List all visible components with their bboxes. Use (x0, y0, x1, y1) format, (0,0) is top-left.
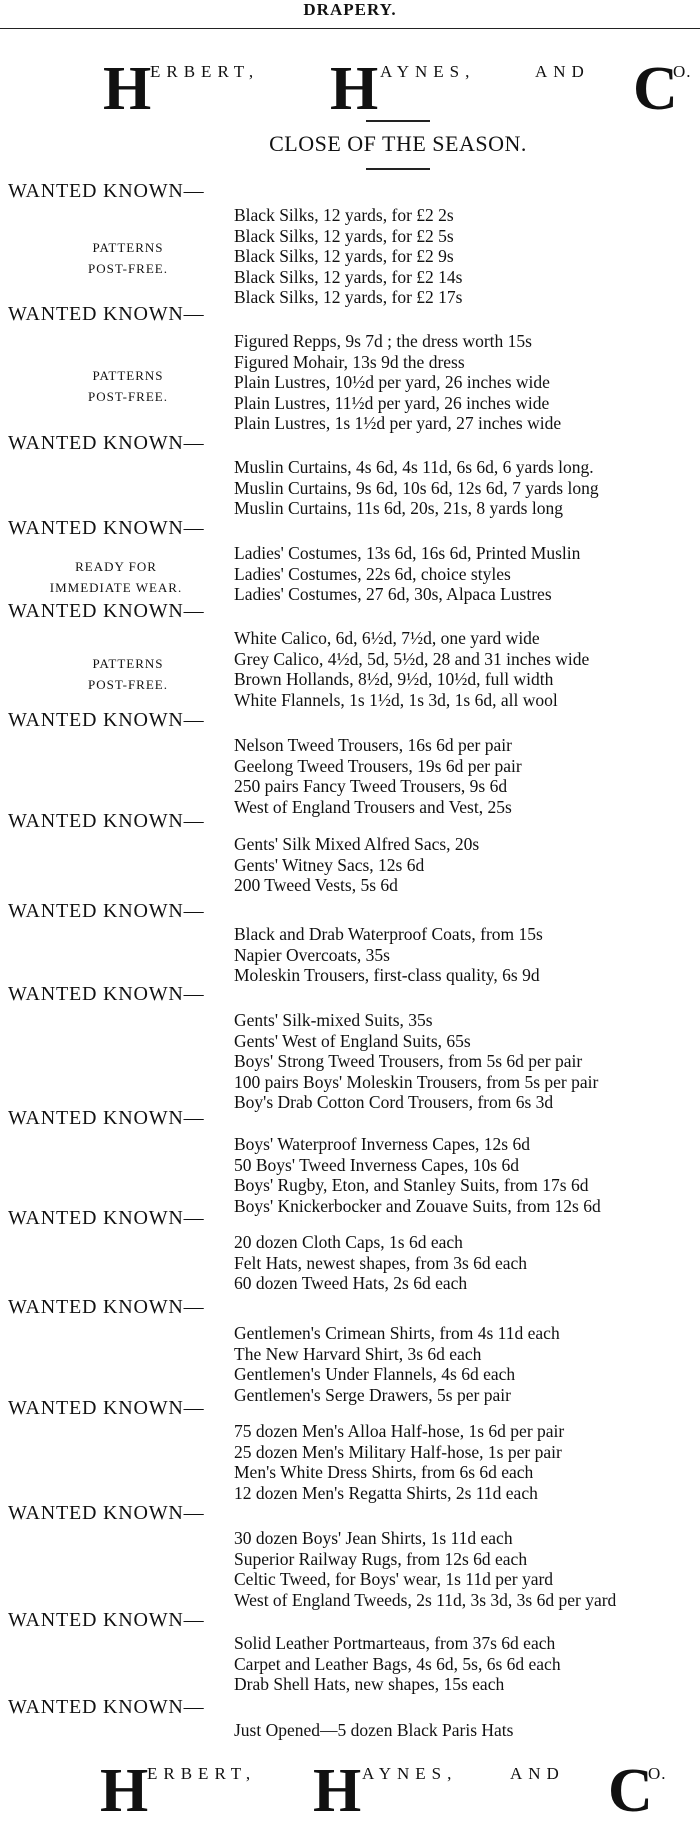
section-heading: WANTED KNOWN— (8, 810, 205, 832)
list-item: Black Silks, 12 yards, for £2 9s (234, 246, 454, 266)
brand-initial-c: C (633, 55, 678, 123)
list-item: Boy's Drab Cotton Cord Trousers, from 6s 3d (234, 1092, 554, 1112)
section-items (234, 205, 700, 308)
section-items (234, 1720, 700, 1741)
footer-word-co: O. (648, 1764, 667, 1783)
list-item: Moleskin Trousers, first-class quality, 6s 9d (234, 965, 540, 985)
side-note-line: PATTERNS (92, 656, 164, 671)
section-heading: WANTED KNOWN— (8, 1296, 205, 1318)
section-heading: WANTED KNOWN— (8, 1502, 205, 1524)
list-item: Boys' Rugby, Eton, and Stanley Suits, from 17s 6d (234, 1175, 589, 1195)
list-item: Black Silks, 12 yards, for £2 5s (234, 225, 454, 246)
list-item: Gents' Silk-mixed Suits, 35s (234, 1010, 433, 1030)
side-note-line: POST-FREE. (88, 389, 168, 404)
list-item: Celtic Tweed, for Boys' wear, 1s 11d per yard (234, 1569, 554, 1589)
list-item: Gentlemen's Crimean Shirts, from 4s 11d each (234, 1323, 560, 1343)
list-item: 200 Tweed Vests, 5s 6d (234, 875, 398, 895)
section-side-note (30, 237, 226, 279)
section-heading: WANTED KNOWN— (8, 900, 205, 922)
list-item: 60 dozen Tweed Hats, 2s 6d each (234, 1273, 468, 1293)
section-items (234, 1134, 700, 1216)
list-item: Solid Leather Portmarteaus, from 37s 6d each (234, 1633, 556, 1653)
footer-word-haynes: AYNES, (362, 1764, 458, 1783)
list-item: Black Silks, 12 yards, for £2 2s (234, 205, 454, 225)
subtitle-rule-bottom (366, 168, 430, 170)
section-heading: WANTED KNOWN— (8, 1107, 205, 1129)
brand-header (0, 55, 700, 128)
brand-word-co: O. (673, 62, 692, 81)
section-side-note (30, 365, 226, 407)
brand-word-and: AND (535, 62, 590, 81)
footer-initial-h2: H (313, 1757, 362, 1825)
section-items (234, 735, 700, 817)
section-heading: WANTED KNOWN— (8, 1609, 205, 1631)
footer-initial-h1: H (100, 1757, 149, 1825)
list-item: Muslin Curtains, 4s 6d, 4s 11d, 6s 6d, 6 yards long. (234, 457, 594, 477)
list-item: 75 dozen Men's Alloa Half-hose, 1s 6d per pair (234, 1421, 565, 1441)
side-note-line: PATTERNS (92, 240, 164, 255)
top-rule (0, 28, 700, 29)
side-note-line: POST-FREE. (88, 677, 168, 692)
list-item: Muslin Curtains, 11s 6d, 20s, 21s, 8 yards long (234, 498, 563, 518)
section-items (234, 1323, 700, 1405)
section-heading: WANTED KNOWN— (8, 1207, 205, 1229)
list-item: Black and Drab Waterproof Coats, from 15s (234, 924, 543, 944)
list-item: Figured Repps, 9s 7d ; the dress worth 15s (234, 331, 532, 351)
list-item: 20 dozen Cloth Caps, 1s 6d each (234, 1232, 463, 1252)
list-item: Muslin Curtains, 9s 6d, 10s 6d, 12s 6d, 7 yards long (234, 477, 599, 498)
list-item: Plain Lustres, 10½d per yard, 26 inches wide (234, 372, 550, 392)
brand-word-haynes: AYNES, (380, 62, 476, 81)
list-item: Ladies' Costumes, 22s 6d, choice styles (234, 563, 511, 584)
list-item: Plain Lustres, 1s 1½d per yard, 27 inches wide (234, 413, 562, 433)
section-items (234, 1528, 700, 1610)
list-item: 30 dozen Boys' Jean Shirts, 1s 11d each (234, 1528, 513, 1548)
subtitle: CLOSE OF THE SEASON. (269, 131, 527, 156)
list-item: White Calico, 6d, 6½d, 7½d, one yard wide (234, 628, 540, 648)
list-item: Boys' Waterproof Inverness Capes, 12s 6d (234, 1134, 530, 1154)
section-items (234, 1633, 700, 1695)
list-item: Boys' Strong Tweed Trousers, from 5s 6d per pair (234, 1051, 583, 1071)
section-items (234, 457, 700, 519)
list-item: White Flannels, 1s 1½d, 1s 3d, 1s 6d, all wool (234, 689, 558, 710)
list-item: The New Harvard Shirt, 3s 6d each (234, 1343, 482, 1364)
list-item: Gents' Witney Sacs, 12s 6d (234, 854, 425, 875)
section-items (234, 1010, 700, 1113)
section-heading: WANTED KNOWN— (8, 709, 205, 731)
list-item: Superior Railway Rugs, from 12s 6d each (234, 1548, 528, 1569)
brand-word-herbert: ERBERT, (150, 62, 260, 81)
list-item: West of England Tweeds, 2s 11d, 3s 3d, 3s 6d per yard (234, 1589, 617, 1610)
list-item: Geelong Tweed Trousers, 19s 6d per pair (234, 755, 522, 776)
section-items (234, 331, 700, 434)
section-heading: WANTED KNOWN— (8, 180, 205, 202)
side-note-line: IMMEDIATE WEAR. (49, 580, 183, 595)
section-items (234, 628, 700, 710)
section-items (234, 1232, 700, 1294)
list-item: 100 pairs Boys' Moleskin Trousers, from 5s per pair (234, 1071, 599, 1092)
list-item: Gents' Silk Mixed Alfred Sacs, 20s (234, 834, 480, 854)
section-heading: WANTED KNOWN— (8, 432, 205, 454)
list-item: West of England Trousers and Vest, 25s (234, 796, 512, 817)
footer-initial-c: C (608, 1757, 653, 1825)
list-item: Men's White Dress Shirts, from 6s 6d each (234, 1462, 534, 1482)
section-items (234, 543, 700, 605)
list-item: Carpet and Leather Bags, 4s 6d, 5s, 6s 6d each (234, 1653, 561, 1674)
section-items (234, 924, 700, 986)
section-heading: WANTED KNOWN— (8, 1696, 205, 1718)
brand-footer (0, 1757, 700, 1830)
list-item: Black Silks, 12 yards, for £2 14s (234, 266, 463, 287)
list-item: Felt Hats, newest shapes, from 3s 6d each (234, 1252, 528, 1273)
list-item: Figured Mohair, 13s 9d the dress (234, 351, 465, 372)
subtitle-rule-top (366, 120, 430, 122)
section-heading: WANTED KNOWN— (8, 303, 205, 325)
section-heading: WANTED KNOWN— (8, 1397, 205, 1419)
side-note-line: PATTERNS (92, 368, 164, 383)
section-side-note (30, 653, 226, 695)
list-item: Gentlemen's Serge Drawers, 5s per pair (234, 1384, 511, 1405)
list-item: Nelson Tweed Trousers, 16s 6d per pair (234, 735, 512, 755)
list-item: 25 dozen Men's Military Half-hose, 1s per pair (234, 1441, 562, 1462)
list-item: Just Opened—5 dozen Black Paris Hats (234, 1720, 514, 1740)
section-heading: WANTED KNOWN— (8, 517, 205, 539)
section-side-note (18, 556, 214, 598)
list-item: Black Silks, 12 yards, for £2 17s (234, 287, 463, 307)
list-item: Ladies' Costumes, 27 6d, 30s, Alpaca Lustres (234, 584, 552, 604)
list-item: Ladies' Costumes, 13s 6d, 16s 6d, Printed Muslin (234, 543, 581, 563)
list-item: Plain Lustres, 11½d per yard, 26 inches wide (234, 392, 550, 413)
list-item: 50 Boys' Tweed Inverness Capes, 10s 6d (234, 1154, 519, 1175)
list-item: Gents' West of England Suits, 65s (234, 1030, 471, 1051)
section-items (234, 834, 700, 896)
list-item: Grey Calico, 4½d, 5d, 5½d, 28 and 31 inches wide (234, 648, 590, 669)
brand-initial-h2: H (330, 55, 379, 123)
brand-initial-h1: H (103, 55, 152, 123)
list-item: 12 dozen Men's Regatta Shirts, 2s 11d each (234, 1482, 538, 1503)
list-item: Boys' Knickerbocker and Zouave Suits, from 12s 6d (234, 1195, 601, 1216)
section-heading: WANTED KNOWN— (8, 983, 205, 1005)
list-item: 250 pairs Fancy Tweed Trousers, 9s 6d (234, 776, 508, 796)
category-heading: DRAPERY. (303, 0, 397, 19)
footer-word-and: AND (510, 1764, 565, 1783)
side-note-line: POST-FREE. (88, 261, 168, 276)
list-item: Drab Shell Hats, new shapes, 15s each (234, 1674, 505, 1694)
section-items (234, 1421, 700, 1503)
list-item: Brown Hollands, 8½d, 9½d, 10½d, full width (234, 669, 554, 689)
list-item: Gentlemen's Under Flannels, 4s 6d each (234, 1364, 516, 1384)
side-note-line: READY FOR (75, 559, 157, 574)
footer-word-herbert: ERBERT, (147, 1764, 257, 1783)
list-item: Napier Overcoats, 35s (234, 944, 390, 965)
section-heading: WANTED KNOWN— (8, 600, 205, 622)
